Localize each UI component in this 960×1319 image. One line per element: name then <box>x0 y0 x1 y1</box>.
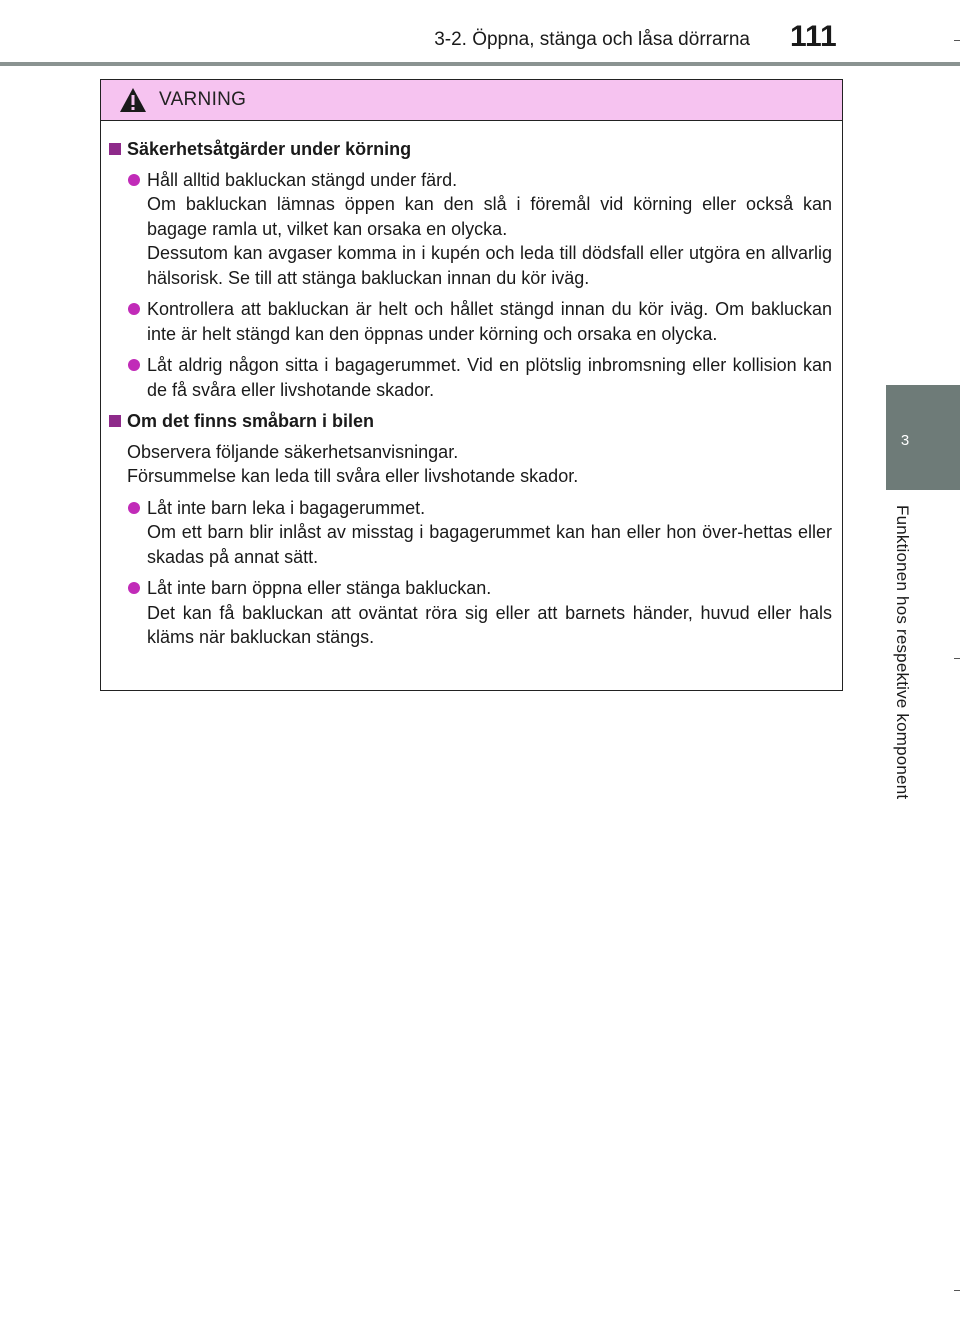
round-bullet-icon <box>128 303 140 315</box>
warning-content <box>101 121 842 650</box>
bullet-line: Låt aldrig någon sitta i bagagerummet. Vid en plötslig inbromsning eller kollision kan de få svåra eller livshotande skador. <box>147 355 832 400</box>
header-divider <box>0 62 960 66</box>
warning-triangle-icon <box>119 87 147 113</box>
section-heading <box>107 137 832 162</box>
chapter-title: Funktionen hos respektive komponent <box>893 505 912 800</box>
list-item <box>107 297 832 346</box>
bullet-line: Det kan få bakluckan att oväntat röra sig eller att barnets händer, huvud eller hals kläms när bakluckan stängs. <box>147 602 832 647</box>
warning-box <box>100 79 843 691</box>
intro-line: Observera följande säkerhetsanvisningar. <box>127 441 459 462</box>
section-heading <box>107 409 832 434</box>
bullet-line: Låt inte barn öppna eller stänga bakluckan. <box>147 578 492 598</box>
page-section-title: 3-2. Öppna, stänga och låsa dörrarna <box>434 29 750 50</box>
bullet-line: Dessutom kan avgaser komma in i kupén och leda till dödsfall eller utgöra en allvarlig hälsorisk. Se till att stänga bakluckan innan du kör iväg. <box>147 243 832 288</box>
page-number: 111 <box>790 20 837 53</box>
chapter-number: 3 <box>900 432 910 449</box>
list-item <box>107 168 832 291</box>
bullet-line: Kontrollera att bakluckan är helt och hållet stängd innan du kör iväg. Om bakluckan inte är helt stängd kan den öppnas under körning och orsaka en olycka. <box>147 299 832 344</box>
intro-line: Försummelse kan leda till svåra eller livshotande skador. <box>127 466 579 486</box>
square-bullet-icon <box>109 415 121 427</box>
crop-mark <box>954 40 960 41</box>
warning-label: VARNING <box>159 89 247 110</box>
list-item <box>107 353 832 402</box>
section-heading-text: Säkerhetsåtgärder under körning <box>127 139 412 159</box>
warning-header <box>101 80 842 121</box>
bullet-line: Om ett barn blir inlåst av misstag i bagagerummet kan han eller hon över-hettas eller skadas på annat sätt. <box>147 522 832 567</box>
round-bullet-icon <box>128 582 140 594</box>
round-bullet-icon <box>128 174 140 186</box>
section-heading-text: Om det finns småbarn i bilen <box>127 411 375 431</box>
round-bullet-icon <box>128 502 140 514</box>
list-item <box>107 496 832 570</box>
bullet-line: Låt inte barn leka i bagagerummet. <box>147 497 426 518</box>
crop-mark <box>954 1290 960 1291</box>
round-bullet-icon <box>128 359 140 371</box>
list-item <box>107 576 832 650</box>
bullet-line: Håll alltid bakluckan stängd under färd. <box>147 169 458 190</box>
crop-mark <box>954 658 960 659</box>
section-intro <box>107 440 832 489</box>
bullet-line: Om bakluckan lämnas öppen kan den slå i föremål vid körning eller också kan bagage ramla ut, vilket kan orsaka en olycka. <box>147 194 832 239</box>
square-bullet-icon <box>109 143 121 155</box>
